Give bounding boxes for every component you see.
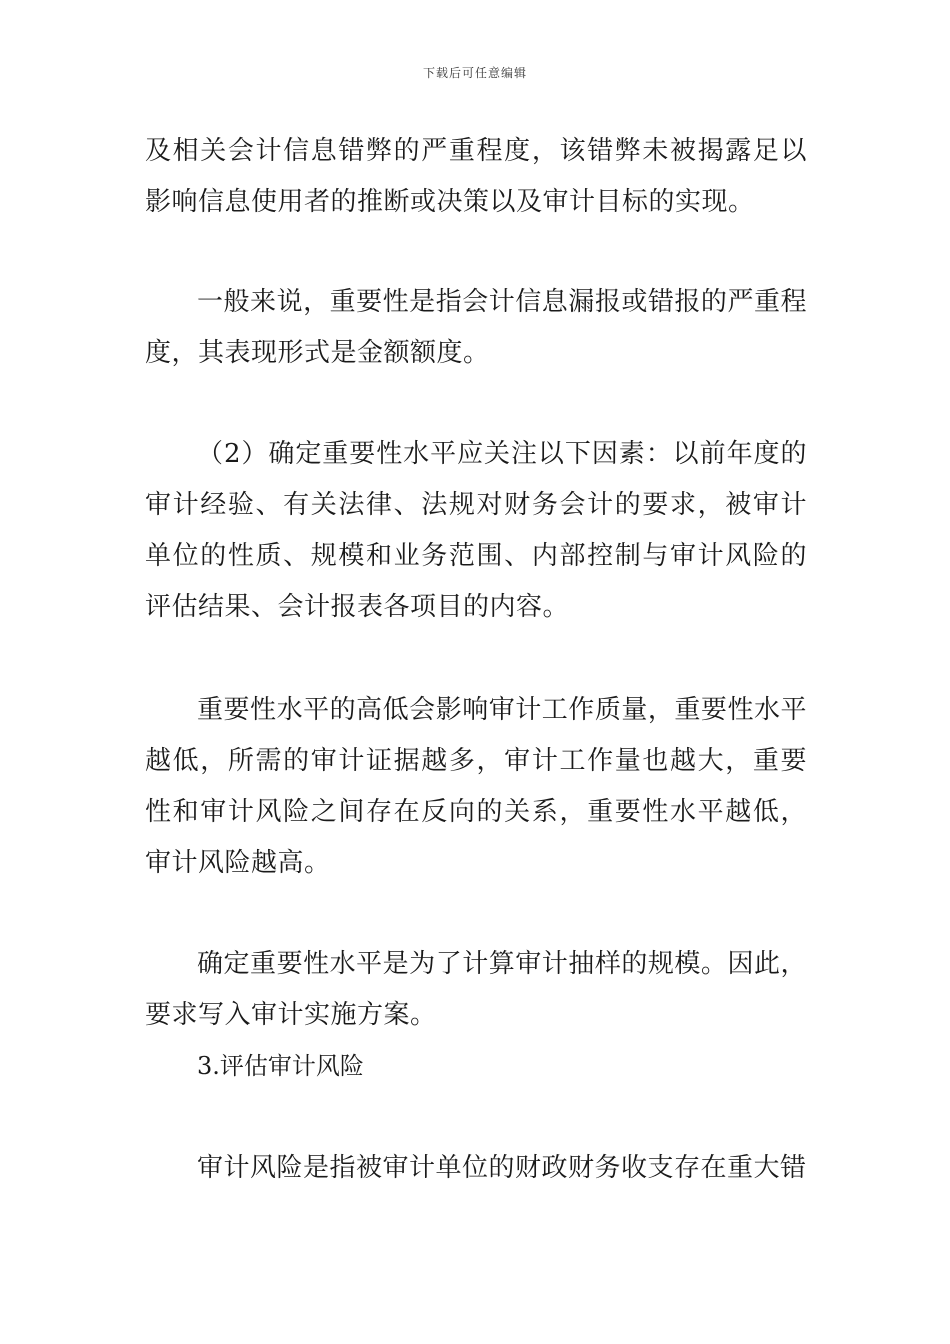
paragraph-continuation: 及相关会计信息错弊的严重程度，该错弊未被揭露足以影响信息使用者的推断或决策以及审计目标的实现。: [145, 136, 807, 217]
paragraph-materiality-factors: （2）确定重要性水平应关注以下因素：以前年度的审计经验、有关法律、法规对财务会计的要求，被审计单位的性质、规模和业务范围、内部控制与审计风险的评估结果、会计报表各项目的内容。: [145, 439, 807, 622]
page-header: 下载后可任意编辑: [422, 66, 527, 80]
section-heading-audit-risk: 3.评估审计风险: [197, 1052, 364, 1080]
paragraph-materiality-definition: 一般来说，重要性是指会计信息漏报或错报的严重程度，其表现形式是金额额度。: [145, 287, 807, 368]
paragraph-materiality-level: 重要性水平的高低会影响审计工作质量，重要性水平越低，所需的审计证据越多，审计工作量也越大，重要性和审计风险之间存在反向的关系，重要性水平越低，审计风险越高。: [145, 695, 807, 878]
paragraph-audit-risk-definition: 审计风险是指被审计单位的财政财务收支存在重大错: [197, 1153, 807, 1183]
document-body: [145, 126, 807, 1194]
paragraph-sampling-scale: 确定重要性水平是为了计算审计抽样的规模。因此，要求写入审计实施方案。: [145, 949, 807, 1030]
